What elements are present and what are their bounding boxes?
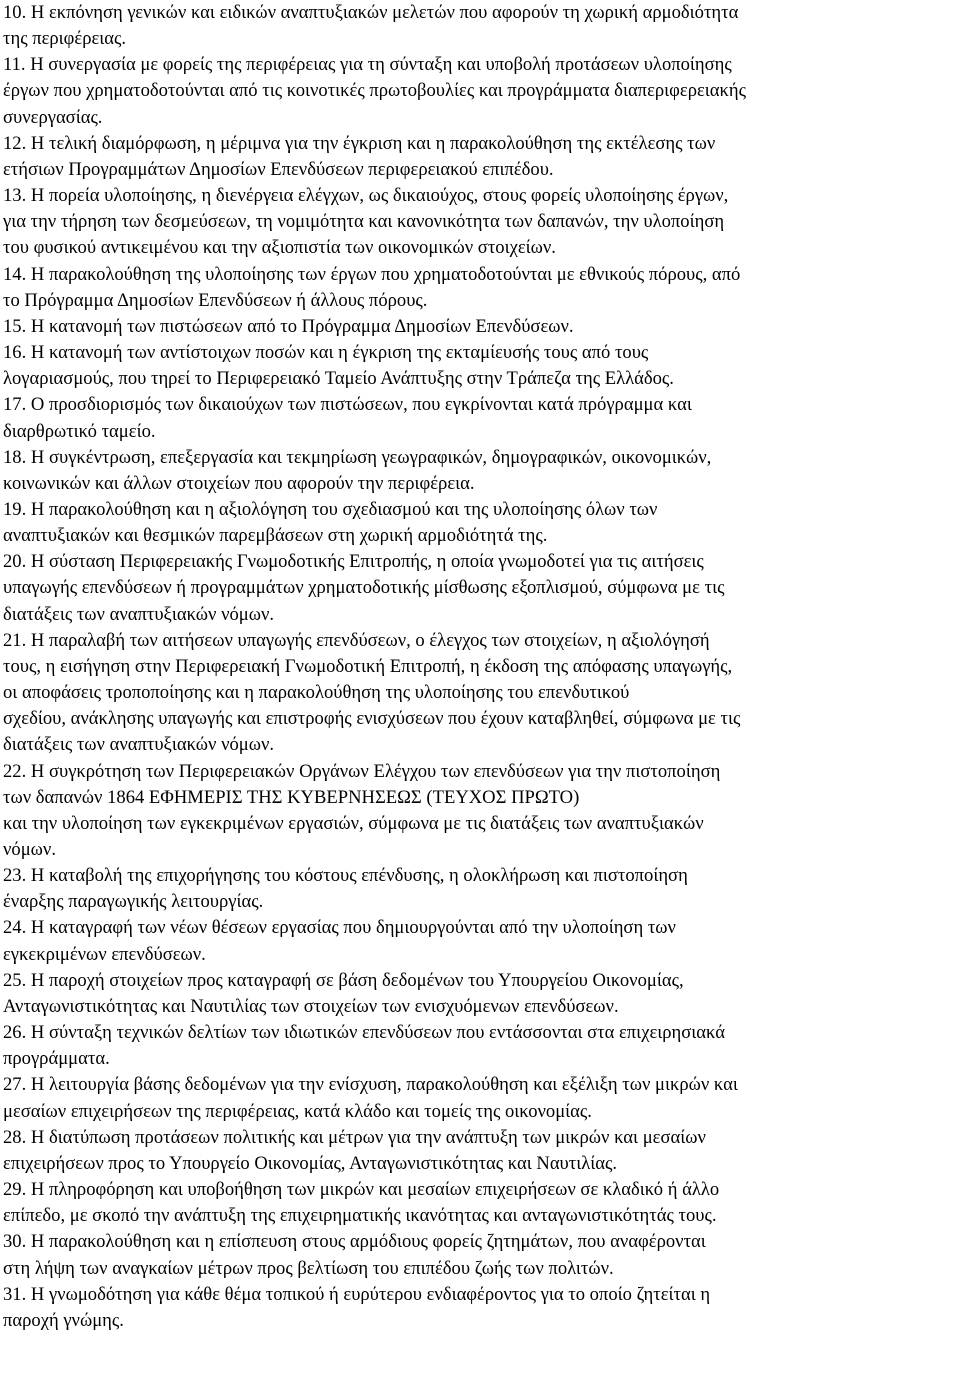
text-line: 24. Η καταγραφή των νέων θέσεων εργασίας που δημιουργούνται από την υλοποίηση των [3, 917, 676, 939]
text-line: του φυσικού αντικειμένου και την αξιοπιστία των οικονομικών στοιχείων. [3, 237, 556, 259]
text-line: παροχή γνώμης. [3, 1309, 124, 1331]
text-line: 18. Η συγκέντρωση, επεξεργασία και τεκμηρίωση γεωγραφικών, δημογραφικών, οικονομικών, [3, 446, 712, 468]
text-line: 13. Η πορεία υλοποίησης, η διενέργεια ελέγχων, ως δικαιούχος, στους φορείς υλοποίησης έργων, [3, 185, 729, 207]
text-line: τους, η εισήγηση στην Περιφερειακή Γνωμοδοτική Επιτροπή, η έκδοση της απόφασης υπαγωγής, [3, 655, 733, 677]
text-line: 22. Η συγκρότηση των Περιφερειακών Οργάνων Ελέγχου των επενδύσεων για την πιστοποίηση [3, 760, 721, 782]
text-line: συνεργασίας. [3, 106, 103, 128]
text-line: εγκεκριμένων επενδύσεων. [3, 943, 206, 965]
text-line: 23. Η καταβολή της επιχορήγησης του κόστους επένδυσης, η ολοκλήρωση και πιστοποίηση [3, 865, 688, 887]
text-line: 10. Η εκπόνηση γενικών και ειδικών αναπτυξιακών μελετών που αφορούν τη χωρική αρμοδιότητα [3, 2, 739, 23]
text-line: στη λήψη των αναγκαίων μέτρων προς βελτίωση του επιπέδου ζωής των πολιτών. [3, 1257, 614, 1279]
text-line: της περιφέρειας. [3, 28, 127, 50]
text-line: 16. Η κατανομή των αντίστοιχων ποσών και η έγκριση της εκταμίευσής τους από τους [3, 342, 649, 364]
text-line: 19. Η παρακολούθηση και η αξιολόγηση του σχεδιασμού και της υλοποίησης όλων των [3, 498, 658, 520]
text-line: διατάξεις των αναπτυξιακών νόμων. [3, 734, 275, 756]
text-line: 29. Η πληροφόρηση και υποβοήθηση των μικρών και μεσαίων επιχειρήσεων σε κλαδικό ή άλλο [3, 1179, 720, 1201]
text-line: 31. Η γνωμοδότηση για κάθε θέμα τοπικού ή ευρύτερου ενδιαφέροντος για το οποίο ζητείται η [3, 1283, 711, 1305]
text-line: 26. Η σύνταξη τεχνικών δελτίων των ιδιωτικών επενδύσεων που εντάσσονται στα επιχειρησιακά [3, 1022, 725, 1044]
text-line: μεσαίων επιχειρήσεων της περιφέρειας, κατά κλάδο και τομείς της οικονομίας. [3, 1100, 592, 1122]
text-line: 28. Η διατύπωση προτάσεων πολιτικής και μέτρων για την ανάπτυξη των μικρών και μεσαίων [3, 1126, 706, 1148]
text-line: λογαριασμούς, που τηρεί το Περιφερειακό Ταμείο Ανάπτυξης στην Τράπεζα της Ελλάδος. [3, 368, 674, 390]
text-line: και την υλοποίηση των εγκεκριμένων εργασιών, σύμφωνα με τις διατάξεις των αναπτυξιακών [3, 812, 704, 834]
text-line: επίπεδο, με σκοπό την ανάπτυξη της επιχειρηματικής ικανότητας και ανταγωνιστικότητάς τους. [3, 1205, 717, 1227]
text-line: 15. Η κατανομή των πιστώσεων από το Πρόγραμμα Δημοσίων Επενδύσεων. [3, 315, 574, 337]
text-line: 21. Η παραλαβή των αιτήσεων υπαγωγής επενδύσεων, ο έλεγχος των στοιχείων, η αξιολόγησή [3, 629, 710, 651]
text-line: προγράμματα. [3, 1048, 110, 1070]
text-line: το Πρόγραμμα Δημοσίων Επενδύσεων ή άλλους πόρους. [3, 289, 428, 311]
text-line: 12. Η τελική διαμόρφωση, η μέριμνα για την έγκριση και η παρακολούθηση της εκτέλεσης των [3, 132, 716, 154]
text-line: 25. Η παροχή στοιχείων προς καταγραφή σε βάση δεδομένων του Υπουργείου Οικονομίας, [3, 969, 684, 991]
text-line: ετήσιων Προγραμμάτων Δημοσίων Επενδύσεων περιφερειακού επιπέδου. [3, 158, 554, 180]
text-line: έργων που χρηματοδοτούνται από τις κοινοτικές πρωτοβουλίες και προγράμματα διαπεριφερειακής [3, 80, 746, 102]
document-page [3, 0, 955, 1334]
text-line: 11. Η συνεργασία με φορείς της περιφέρειας για τη σύνταξη και υποβολή προτάσεων υλοποίησης [3, 54, 732, 76]
text-line: διατάξεις των αναπτυξιακών νόμων. [3, 603, 275, 625]
text-line: επιχειρήσεων προς το Υπουργείο Οικονομίας, Ανταγωνιστικότητας και Ναυτιλίας. [3, 1152, 618, 1174]
text-line: 20. Η σύσταση Περιφερειακής Γνωμοδοτικής Επιτροπής, η οποία γνωμοδοτεί για τις αιτήσεις [3, 551, 704, 573]
text-line: 14. Η παρακολούθηση της υλοποίησης των έργων που χρηματοδοτούνται με εθνικούς πόρους, από [3, 263, 741, 285]
text-line: για την τήρηση των δεσμεύσεων, τη νομιμότητα και κανονικότητα των δαπανών, την υλοποίηση [3, 211, 725, 233]
text-line: σχεδίου, ανάκλησης υπαγωγής και επιστροφής ενισχύσεων που έχουν καταβληθεί, σύμφωνα με τις [3, 708, 741, 730]
text-line: κοινωνικών και άλλων στοιχείων που αφορούν την περιφέρεια. [3, 472, 475, 494]
text-line: νόμων. [3, 839, 56, 860]
text-line: 27. Η λειτουργία βάσης δεδομένων για την ενίσχυση, παρακολούθηση και εξέλιξη των μικρών και [3, 1074, 738, 1096]
text-line: έναρξης παραγωγικής λειτουργίας. [3, 891, 264, 913]
text-line: οι αποφάσεις τροποποίησης και η παρακολούθηση της υλοποίησης του επενδυτικού [3, 682, 630, 704]
text-line: 30. Η παρακολούθηση και η επίσπευση στους αρμόδιους φορείς ζητημάτων, που αναφέρονται [3, 1231, 706, 1253]
text-line: Ανταγωνιστικότητας και Ναυτιλίας των στοιχείων των ενισχυόμενων επενδύσεων. [3, 995, 619, 1017]
text-line: αναπτυξιακών και θεσμικών παρεμβάσεων στη χωρική αρμοδιότητά της. [3, 525, 548, 547]
text-line: των δαπανών 1864 ΕΦΗΜΕΡΙΣ ΤΗΣ ΚΥΒΕΡΝΗΣΕΩΣ (ΤΕΥΧΟΣ ΠΡΩΤΟ) [3, 786, 580, 808]
text-line: διαρθρωτικό ταμείο. [3, 420, 156, 442]
text-line: υπαγωγής επενδύσεων ή προγραμμάτων χρηματοδοτικής μίσθωσης εξοπλισμού, σύμφωνα με τις [3, 577, 725, 599]
text-line: 17. Ο προσδιορισμός των δικαιούχων των πιστώσεων, που εγκρίνονται κατά πρόγραμμα και [3, 394, 692, 416]
